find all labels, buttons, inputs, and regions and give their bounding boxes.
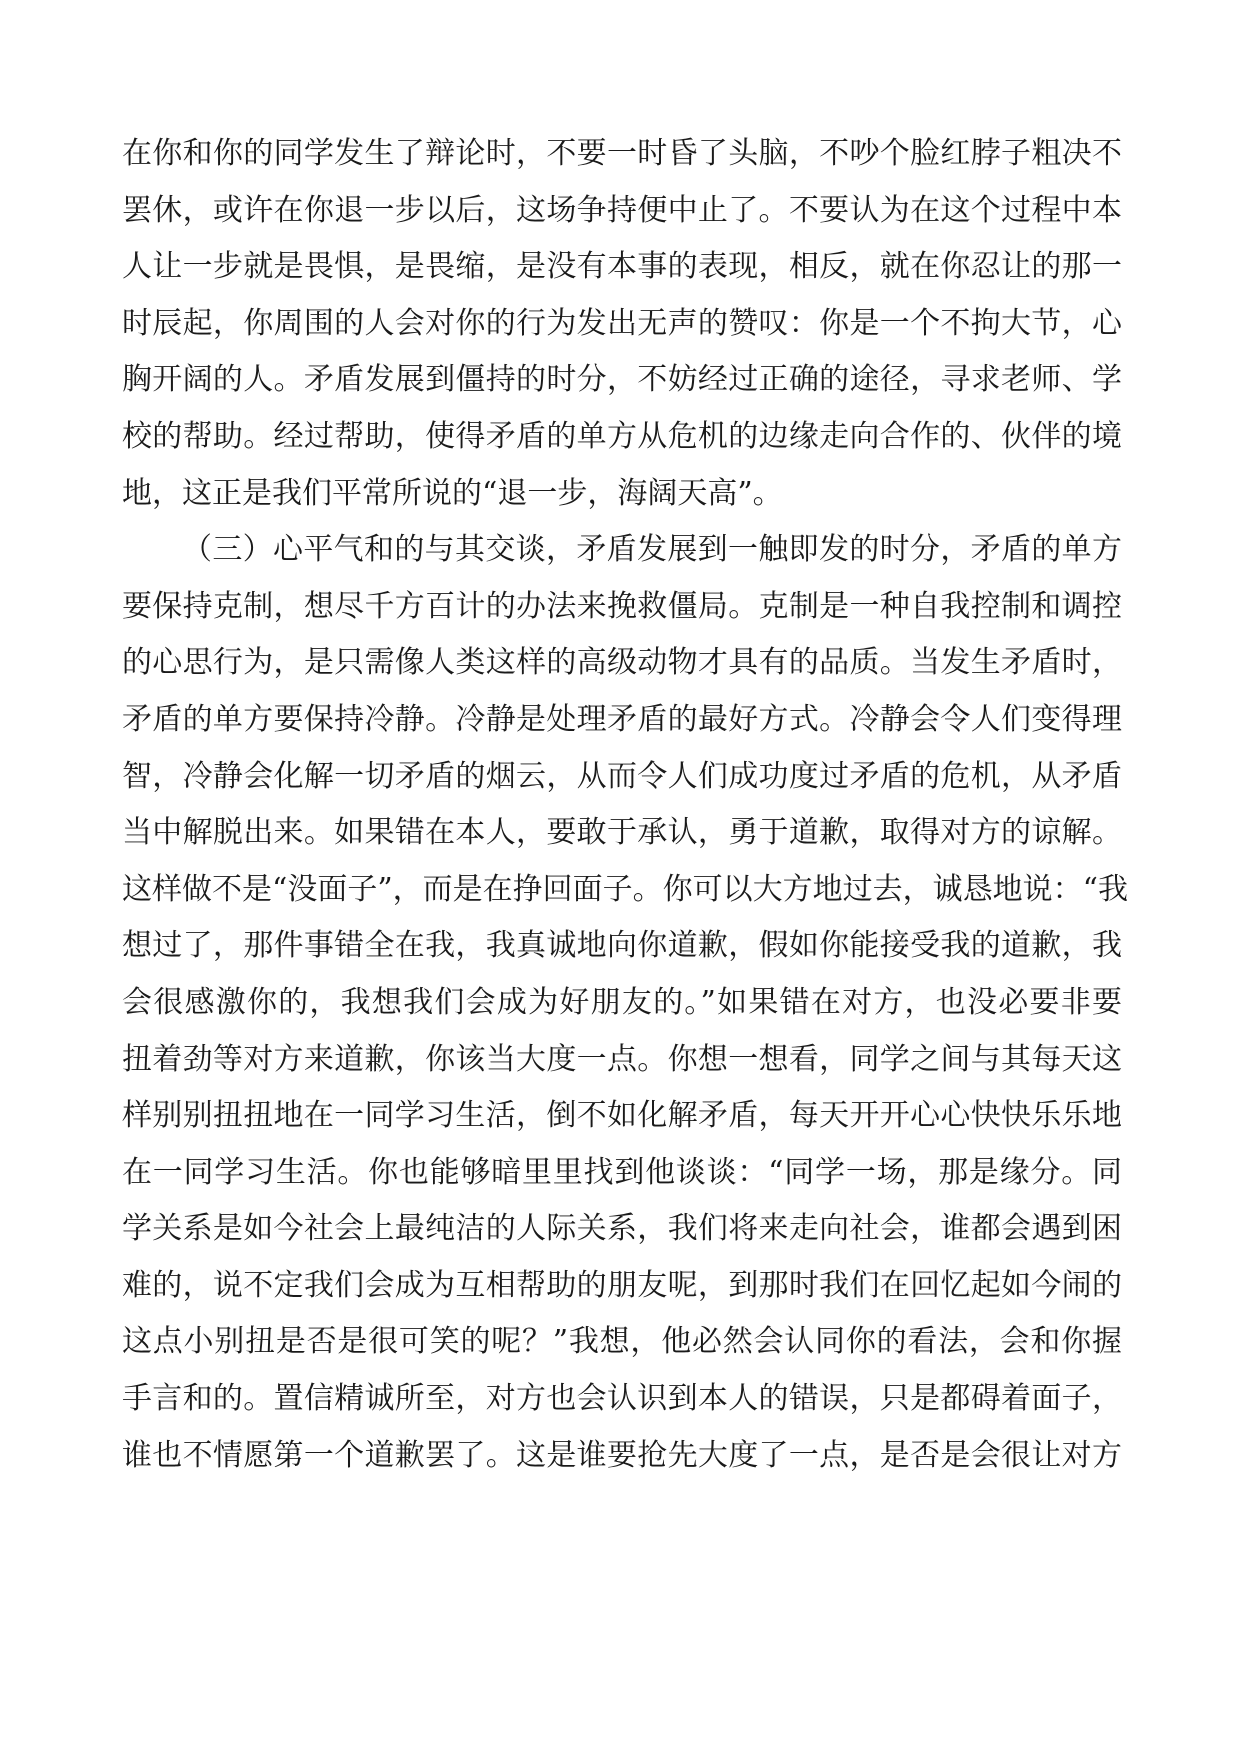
text-line: 在一同学习生活。你也能够暗里里找到他谈谈：“同学一场，那是缘分。同 bbox=[122, 1154, 1122, 1190]
text-line: 扭着劲等对方来道歉，你该当大度一点。你想一想看，同学之间与其每天这 bbox=[122, 1041, 1122, 1077]
text-line: 人让一步就是畏惧，是畏缩，是没有本事的表现，相反，就在你忍让的那一 bbox=[122, 249, 1122, 285]
text-line: 想过了，那件事错全在我，我真诚地向你道歉，假如你能接受我的道歉，我 bbox=[122, 928, 1122, 964]
text-line: 当中解脱出来。如果错在本人，要敢于承认，勇于道歉，取得对方的谅解。 bbox=[122, 815, 1122, 851]
text-line: 的心思行为，是只需像人类这样的高级动物才具有的品质。当发生矛盾时， bbox=[122, 645, 1122, 681]
text-line: 手言和的。置信精诚所至，对方也会认识到本人的错误，只是都碍着面子， bbox=[122, 1381, 1122, 1417]
text-line: 矛盾的单方要保持冷静。冷静是处理矛盾的最好方式。冷静会令人们变得理 bbox=[122, 701, 1122, 737]
text-line: 校的帮助。经过帮助，使得矛盾的单方从危机的边缘走向合作的、伙伴的境 bbox=[122, 418, 1122, 454]
text-line: 要保持克制，想尽千方百计的办法来挽救僵局。克制是一种自我控制和调控 bbox=[122, 588, 1122, 624]
text-line: 谁也不情愿第一个道歉罢了。这是谁要抢先大度了一点，是否是会很让对方 bbox=[122, 1437, 1122, 1473]
text-line: 这样做不是“没面子”，而是在挣回面子。你可以大方地过去，诚恳地说：“我 bbox=[122, 871, 1129, 907]
text-line: 在你和你的同学发生了辩论时，不要一时昏了头脑，不吵个脸红脖子粗决不 bbox=[122, 136, 1122, 171]
text-line: 这点小别扭是否是很可笑的呢？”我想，他必然会认同你的看法，会和你握 bbox=[122, 1324, 1122, 1360]
text-line: 地，这正是我们平常所说的“退一步，海阔天高”。 bbox=[122, 475, 783, 511]
text-line: 学关系是如今社会上最纯洁的人际关系，我们将来走向社会，谁都会遇到困 bbox=[122, 1211, 1122, 1247]
text-line: 会很感激你的，我想我们会成为好朋友的。”如果错在对方，也没必要非要 bbox=[122, 984, 1122, 1020]
text-line: 智，冷静会化解一切矛盾的烟云，从而令人们成功度过矛盾的危机，从矛盾 bbox=[122, 758, 1122, 794]
text-line: 难的，说不定我们会成为互相帮助的朋友呢，到那时我们在回忆起如今闹的 bbox=[122, 1267, 1122, 1303]
body-text bbox=[122, 126, 1129, 1484]
section-heading-line: （三）心平气和的与其交谈，矛盾发展到一触即发的时分，矛盾的单方 bbox=[182, 532, 1122, 568]
text-line: 时辰起，你周围的人会对你的行为发出无声的赞叹：你是一个不拘大节，心 bbox=[122, 305, 1122, 341]
text-line: 胸开阔的人。矛盾发展到僵持的时分，不妨经过正确的途径，寻求老师、学 bbox=[122, 362, 1122, 398]
text-line: 罢休，或许在你退一步以后，这场争持便中止了。不要认为在这个过程中本 bbox=[122, 192, 1122, 228]
text-line: 样别别扭扭地在一同学习生活，倒不如化解矛盾，每天开开心心快快乐乐地 bbox=[122, 1098, 1122, 1134]
